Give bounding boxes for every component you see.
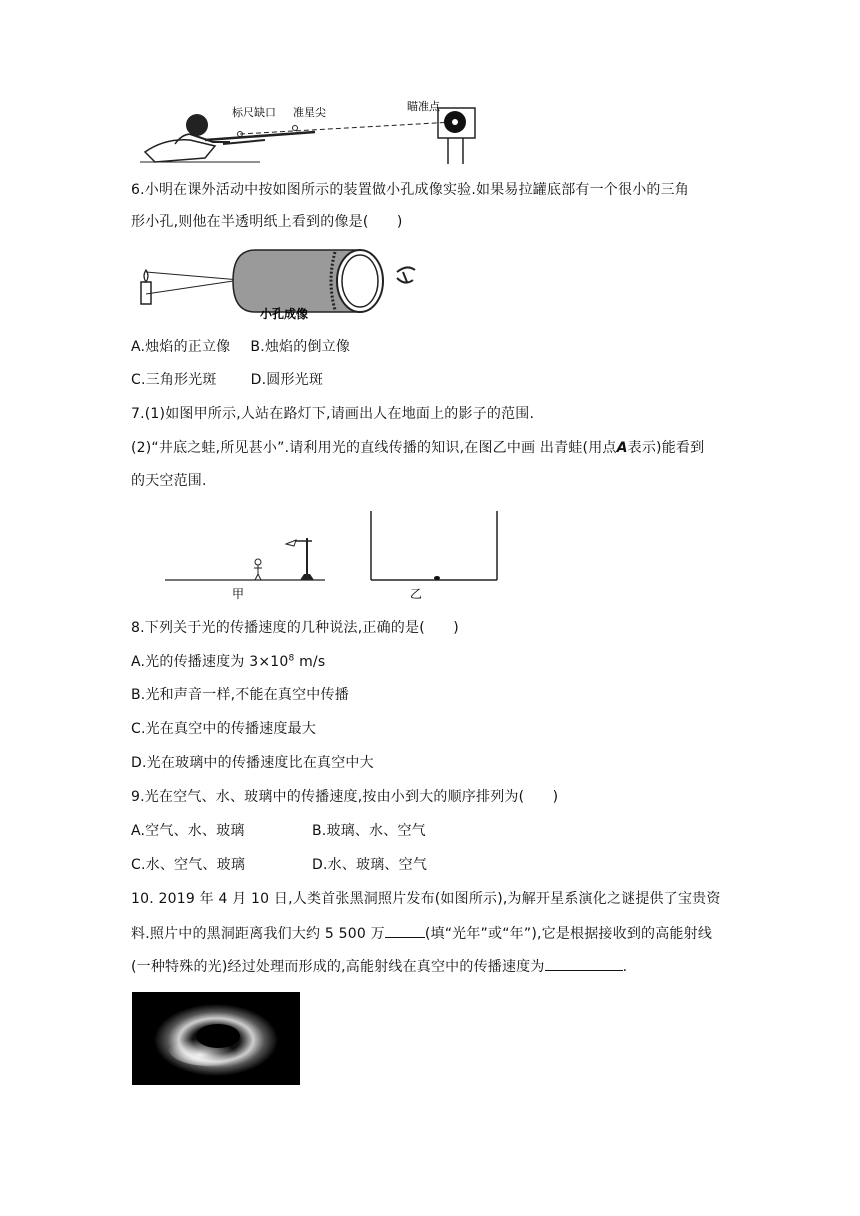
q9-options-row1: [131, 821, 426, 841]
q8-option-a-text: A.光的传播速度为 3×10: [131, 654, 289, 670]
q10-line3: [131, 956, 627, 977]
q10-line2-text: 料.照片中的黑洞距离我们大约 5 500 万: [131, 926, 385, 942]
q10-blank-speed[interactable]: [545, 956, 623, 971]
figure-label-yi: 乙: [410, 587, 423, 600]
q7-part2-line1: [131, 438, 704, 458]
q10-line2: [131, 923, 712, 944]
q10-line3-text: (一种特殊的光)经过处理而形成的,高能射线在真空中的传播速度为: [131, 959, 545, 975]
q8-option-a-unit: m/s: [294, 654, 326, 670]
q6-option-d[interactable]: D.圆形光斑: [250, 372, 324, 388]
q6-stem-line2: 形小孔,则他在半透明纸上看到的像是( ): [131, 214, 403, 230]
frog-point: [434, 576, 440, 580]
q10-line1: 10. 2019 年 4 月 10 日,人类首张黑洞照片发布(如图所示),为解开星系演化之谜提供了宝贵资: [131, 891, 721, 907]
q10-line2-tail: (填“光年”或“年”),它是根据接收到的高能射线: [424, 926, 713, 942]
q7-part1: 7.(1)如图甲所示,人站在路灯下,请画出人在地面上的影子的范围.: [131, 406, 535, 422]
rifle-aiming-figure: [135, 100, 480, 168]
q6-option-c[interactable]: C.三角形光斑: [131, 372, 217, 388]
q9-options-row2: [131, 855, 427, 875]
streetlamp-and-well-drawing: [160, 508, 510, 600]
q8-option-d[interactable]: D.光在玻璃中的传播速度比在真空中大: [131, 755, 374, 771]
q7-part2-text: (2)“井底之蛙,所见甚小”.请利用光的直线传播的知识,在图乙中画 出青蛙(用点: [131, 440, 617, 456]
rifle-aiming-drawing: [135, 100, 480, 168]
q6-option-a[interactable]: A.烛焰的正立像: [131, 339, 231, 355]
q7-part2-tail: 表示)能看到: [627, 440, 705, 456]
q9-option-c[interactable]: C.水、空气、玻璃: [131, 857, 246, 873]
pinhole-camera-drawing: [135, 242, 435, 320]
pinhole-camera-figure: [135, 242, 435, 320]
q8-option-c[interactable]: C.光在真空中的传播速度最大: [131, 721, 317, 737]
pinhole-caption: 小孔成像: [260, 307, 309, 320]
q6-stem-line1: 6.小明在课外活动中按如图所示的装置做小孔成像实验.如果易拉罐底部有一个很小的三角: [131, 182, 690, 198]
label-rear-sight: 标尺缺口: [232, 106, 276, 119]
q8-stem: 8.下列关于光的传播速度的几种说法,正确的是( ): [131, 620, 459, 636]
q10-blank-unit[interactable]: [385, 923, 425, 938]
q9-option-d[interactable]: D.水、玻璃、空气: [312, 857, 428, 873]
q6-options-row1: [131, 337, 350, 357]
q6-options-row2: [131, 370, 323, 390]
q9-option-a[interactable]: A.空气、水、玻璃: [131, 823, 245, 839]
black-hole-image: [132, 992, 300, 1085]
q7-point-a: A: [616, 440, 628, 456]
q7-part2-line2: 的天空范围.: [131, 473, 207, 489]
q8-option-a[interactable]: [131, 652, 325, 672]
label-target-point: 瞄准点: [407, 100, 440, 113]
q9-option-b[interactable]: B.玻璃、水、空气: [312, 823, 426, 839]
q8-option-b[interactable]: B.光和声音一样,不能在真空中传播: [131, 687, 349, 703]
q6-option-b[interactable]: B.烛焰的倒立像: [250, 339, 351, 355]
label-front-sight: 准星尖: [293, 106, 326, 119]
q8-option-a-exponent: 8: [288, 653, 295, 664]
figure-label-jia: 甲: [232, 587, 245, 600]
q9-stem: 9.光在空气、水、玻璃中的传播速度,按由小到大的顺序排列为( ): [131, 789, 559, 805]
black-hole-ring: [132, 992, 300, 1085]
q10-line3-tail: .: [622, 959, 628, 975]
streetlamp-and-well-figure: [160, 508, 510, 600]
